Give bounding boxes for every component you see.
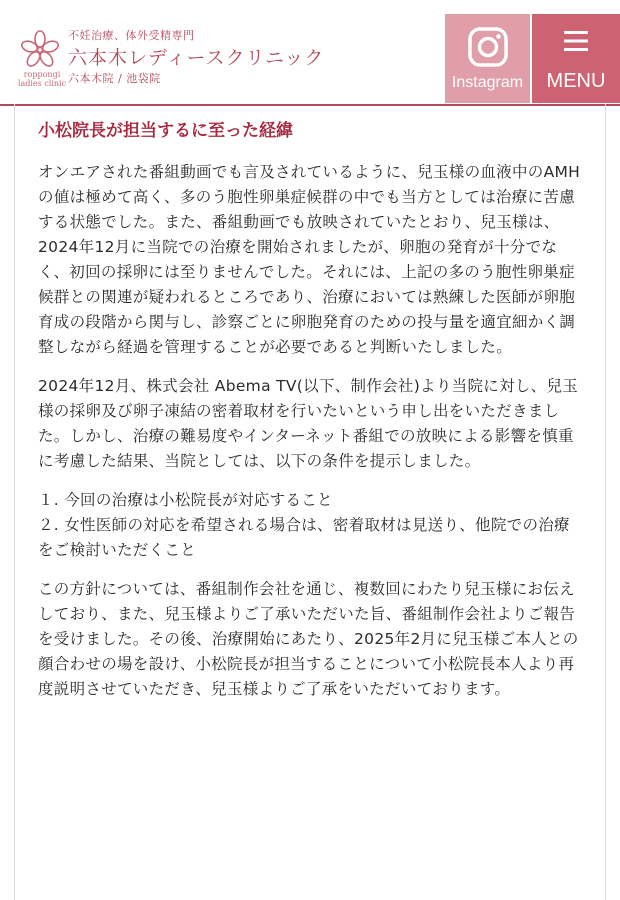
instagram-button[interactable]	[445, 14, 530, 103]
paragraph-amh-background: オンエアされた番組動画でも言及されているように、兒玉様の血液中のAMHの値は極めて高く、多のう胞性卵巣症候群の中でも当方としては治療に苦慮する状態でした。また、番組動画でも放映されていたとおり、兒玉様は、2024年12月に当院での治療を開始されましたが、卵胞の発育が十分でなく、初回の採卵には至りませんでした。それには、上記の多のう胞性卵巣症候群との関連が疑われるところであり、治療においては熟練した医師が卵胞育成の段階から関与し、診察ごとに卵胞発育のための投与量を適宜細かく調整しながら経過を管理することが必要であると判断いたしました。	[38, 163, 581, 356]
condition-item: ２. 女性医師の対応を希望される場合は、密着取材は見送り、他院での治療をご検討いただくこと	[38, 516, 570, 559]
flower-logo-icon[interactable]	[20, 30, 60, 70]
hamburger-icon	[564, 30, 588, 52]
instagram-icon	[467, 26, 509, 68]
clinic-branches: 六本木院 / 池袋院	[68, 72, 161, 85]
site-header	[0, 0, 620, 106]
paragraph-abema-request: 2024年12月、株式会社 Abema TV(以下、制作会社)より当院に対し、兒玉様の採卵及び卵子凍結の密着取材を行いたいという申し出をいただきました。しかし、治療の難易度やインターネット番組での放映による影響を慎重に考慮した結果、当院としては、以下の条件を提示しました。	[38, 377, 579, 470]
content-border-right	[605, 104, 606, 900]
menu-label: MENU	[546, 70, 606, 92]
logo-text: roppongi ladies clinic	[17, 70, 67, 88]
condition-item: １. 今回の治療は小松院長が対応すること	[38, 491, 333, 509]
clinic-name-link[interactable]: 六本木レディースクリニック	[68, 47, 325, 69]
article-body	[38, 118, 583, 716]
section-heading: 小松院長が担当するに至った経緯	[38, 121, 293, 141]
paragraph-consent: この方針については、番組制作会社を通じ、複数回にわたり兒玉様にお伝えしており、また、兒玉様よりご了承いただいた旨、番組制作会社よりご報告を受けました。その後、治療開始にあたり、2025年2月に兒玉様ご本人との顔合わせの場を設け、小松院長が担当することについて小松院長本人より再度説明させていただき、兒玉様よりご了承をいただいております。	[38, 580, 579, 698]
instagram-label: Instagram	[451, 74, 524, 91]
menu-button[interactable]	[532, 14, 620, 103]
clinic-tagline: 不妊治療、体外受精専門	[68, 29, 195, 42]
content-border-left	[14, 104, 15, 900]
conditions-list	[38, 488, 583, 563]
